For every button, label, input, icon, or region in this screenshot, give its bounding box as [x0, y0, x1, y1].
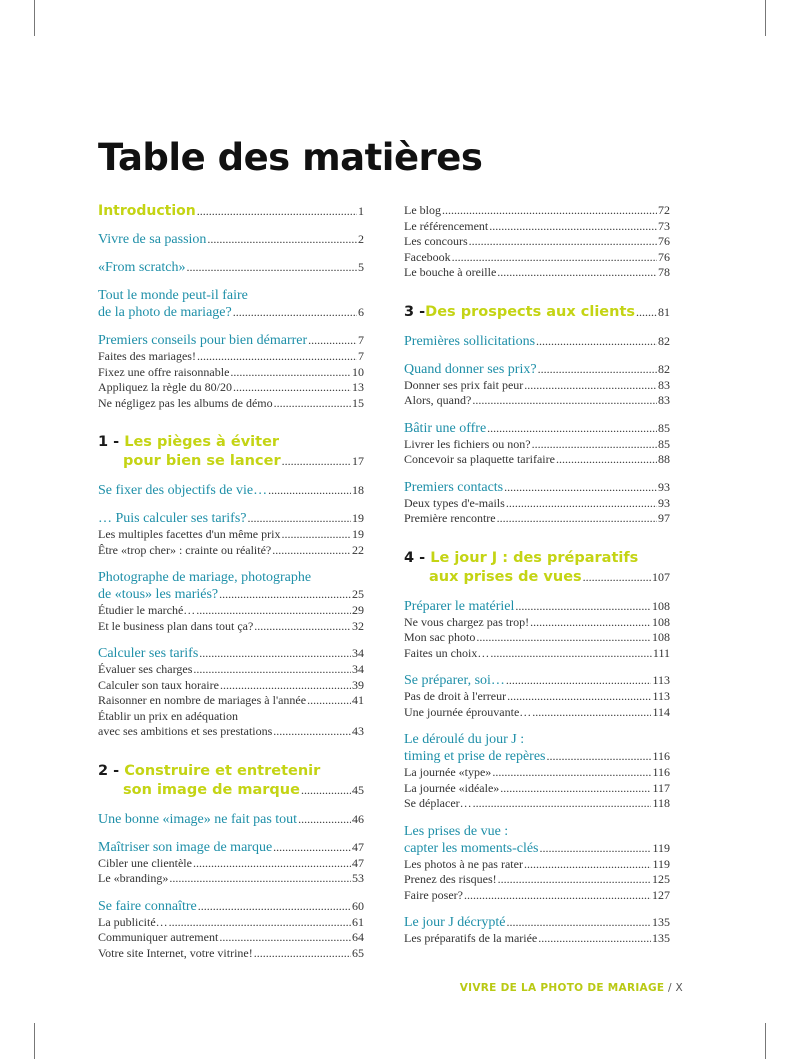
chapter-number: 3 -: [404, 303, 426, 320]
page-number: 116: [652, 749, 670, 763]
toc-section[interactable]: [98, 304, 364, 321]
page-number: 113: [652, 673, 670, 687]
entry-title: pour bien se lancer: [123, 453, 281, 469]
leader-dots: [487, 420, 657, 437]
toc-subentry[interactable]: [404, 219, 670, 235]
entry-title: … Puis calculer ses tarifs?: [98, 511, 247, 526]
page-number: 119: [652, 856, 670, 871]
entry-title: Le jour J décrypté: [404, 915, 506, 930]
entry-title: avec ses ambitions et ses prestations: [98, 724, 273, 738]
page-number: 5: [358, 260, 364, 274]
toc-section[interactable]: [404, 672, 670, 689]
page-number: 65: [352, 945, 364, 960]
toc-section-multiline: [404, 823, 670, 857]
leader-dots: [442, 203, 657, 219]
page-number: 81: [658, 304, 670, 319]
leader-dots: [506, 496, 657, 512]
leader-dots: [452, 250, 657, 266]
page-number: 43: [352, 724, 364, 738]
toc-subentry[interactable]: [98, 603, 364, 619]
page-number: 32: [352, 618, 364, 633]
leader-dots: [538, 931, 651, 947]
entry-title: aux prises de vues: [429, 568, 582, 585]
page-number: 82: [658, 361, 670, 376]
toc-section[interactable]: [404, 748, 670, 765]
entry-title: timing et prise de repères: [404, 749, 546, 764]
toc-section-multiline: [404, 731, 670, 765]
leader-dots: [532, 705, 651, 721]
leader-dots: [498, 872, 651, 888]
leader-dots: [473, 796, 652, 812]
page-number: 29: [352, 603, 364, 617]
entry-title: Être «trop cher» : crainte ou réalité?: [98, 542, 272, 557]
toc-section[interactable]: [98, 259, 364, 276]
leader-dots: [233, 380, 351, 396]
leader-dots: [515, 598, 651, 615]
leader-dots: [197, 349, 357, 365]
leader-dots: [196, 603, 351, 619]
leader-dots: [254, 619, 351, 635]
leader-dots: [169, 871, 351, 887]
leader-dots: [272, 543, 351, 559]
leader-dots: [507, 689, 651, 705]
entry-title: Premiers contacts: [404, 479, 504, 495]
toc-section[interactable]: [98, 586, 364, 603]
toc-subentry[interactable]: [404, 203, 670, 219]
page-number: 15: [352, 395, 364, 410]
toc-subentry[interactable]: [404, 615, 670, 631]
entry-title: Mon sac photo: [404, 630, 476, 644]
entry-title-line1: Le déroulé du jour J :: [404, 732, 525, 747]
page-number: 2: [358, 232, 364, 246]
footer-book-title: VIVRE DE LA PHOTO DE MARIAGE: [459, 982, 665, 994]
leader-dots: [308, 332, 357, 349]
toc-subentry[interactable]: [404, 931, 670, 947]
entry-title: La journée «idéale»: [404, 780, 500, 795]
toc-subentry[interactable]: [98, 930, 364, 946]
page-number: 116: [652, 765, 670, 779]
entry-title: Se préparer, soi…: [404, 673, 505, 688]
entry-title: Étudier le marché…: [98, 603, 196, 617]
toc-subentry[interactable]: [404, 452, 670, 468]
entry-title-line1: Les prises de vue :: [404, 823, 509, 839]
entry-title: de «tous» les mariés?: [98, 587, 219, 602]
leader-dots: [197, 203, 357, 220]
leader-dots: [536, 333, 657, 350]
toc-subentry[interactable]: [98, 871, 364, 887]
entry-title: Pas de droit à l'erreur: [404, 689, 507, 703]
entry-title: Donner ses prix fait peur: [404, 377, 524, 392]
running-footer: VIVRE DE LA PHOTO DE MARIAGE / X: [459, 982, 683, 994]
page-number: 13: [352, 380, 364, 394]
toc-subentry[interactable]: [404, 630, 670, 646]
entry-title: Ne vous chargez pas trop!: [404, 614, 530, 629]
entry-title: Quand donner ses prix?: [404, 361, 537, 377]
toc-subentry[interactable]: [404, 250, 670, 266]
toc-chapter: [404, 549, 670, 587]
entry-title: Et le business plan dans tout ça?: [98, 618, 254, 633]
entry-title: Prenez des risques!: [404, 872, 497, 886]
toc-subentry[interactable]: [404, 796, 670, 812]
page-number: 60: [352, 898, 364, 913]
leader-dots: [472, 393, 657, 409]
entry-title-line1: Tout le monde peut-il faire: [98, 288, 248, 303]
leader-dots: [199, 645, 351, 662]
page-number: 72: [658, 203, 670, 217]
toc-section[interactable]: [404, 333, 670, 350]
toc-section[interactable]: [404, 479, 670, 496]
toc-chapter: [98, 762, 364, 800]
toc-subentry[interactable]: [404, 378, 670, 394]
footer-page-number: X: [675, 982, 683, 994]
toc-subentry[interactable]: [404, 393, 670, 409]
chapter-title-part1: Le jour J : des préparatifs: [430, 549, 639, 566]
page-number: 135: [652, 931, 670, 945]
leader-dots: [490, 646, 652, 662]
toc-introduction[interactable]: [98, 203, 364, 220]
toc-subentry[interactable]: [98, 662, 364, 678]
entry-title: Calculer ses tarifs: [98, 646, 199, 661]
entry-title: Le référencement: [404, 218, 489, 233]
entry-title: Ne négligez pas les albums de démo: [98, 395, 273, 410]
entry-title: de la photo de mariage?: [98, 305, 232, 320]
page-number: 7: [358, 333, 364, 347]
page-number: 47: [352, 839, 364, 854]
page-number: 22: [352, 542, 364, 557]
toc-section[interactable]: [404, 598, 670, 615]
page-number: 53: [352, 871, 364, 885]
page-number: 113: [652, 689, 670, 703]
leader-dots: [556, 452, 657, 468]
leader-dots: [547, 748, 652, 765]
toc-chapter: [404, 303, 670, 322]
leader-dots: [530, 615, 651, 631]
entry-title: son image de marque: [123, 781, 300, 798]
leader-dots: [301, 781, 351, 800]
entry-title: Les multiples facettes d'un même prix: [98, 527, 281, 541]
entry-title: Votre site Internet, votre vitrine!: [98, 945, 253, 960]
entry-title: Les concours: [404, 234, 468, 248]
page-number: 97: [658, 511, 670, 525]
toc-subentry[interactable]: [404, 234, 670, 250]
toc-section[interactable]: [98, 510, 364, 527]
page-number: 73: [658, 218, 670, 233]
toc-section[interactable]: [404, 840, 670, 857]
chapter-title-line1: [98, 433, 364, 452]
page-number: 39: [352, 677, 364, 692]
entry-title: Le bouche à oreille: [404, 265, 497, 279]
toc-subentry[interactable]: [404, 781, 670, 797]
toc-section[interactable]: [98, 645, 364, 662]
entry-title: Se fixer des objectifs de vie…: [98, 483, 268, 498]
chapter-number: 2 -: [98, 762, 125, 779]
entry-title: Faire poser?: [404, 887, 463, 902]
chapter-entry[interactable]: [98, 452, 364, 471]
toc-subentry[interactable]: [404, 857, 670, 873]
entry-title-line1: Établir un prix en adéquation: [98, 708, 238, 723]
page-number: 78: [658, 265, 670, 279]
leader-dots: [274, 396, 351, 412]
chapter-title-part1: Construire et entretenir: [124, 762, 321, 779]
entry-title: Faites des mariages!: [98, 349, 196, 363]
page-number: 7: [358, 349, 364, 363]
entry-title: Raisonner en nombre de mariages à l'année: [98, 693, 307, 707]
entry-title: Se déplacer…: [404, 796, 472, 810]
chapter-number: 1 -: [98, 434, 125, 450]
page-number: 135: [652, 915, 670, 929]
entry-title: Se faire connaître: [98, 898, 197, 914]
page-number: 127: [652, 887, 670, 902]
page-number: 19: [352, 527, 364, 541]
leader-dots: [492, 765, 651, 781]
leader-dots: [532, 437, 657, 453]
toc-subentry[interactable]: [98, 856, 364, 872]
entry-title: Maîtriser son image de marque: [98, 839, 273, 855]
toc-subentry[interactable]: [404, 511, 670, 527]
page-number: 10: [352, 364, 364, 379]
entry-title: Une bonne «image» ne fait pas tout: [98, 811, 298, 827]
toc-subentry[interactable]: [98, 527, 364, 543]
page-number: 1: [358, 204, 364, 218]
leader-dots: [193, 662, 351, 678]
entry-title: Communiquer autrement: [98, 930, 219, 944]
page-number: 117: [652, 780, 670, 795]
toc-subentry[interactable]: [98, 365, 364, 381]
chapter-title-part1: Les pièges à éviter: [124, 434, 280, 450]
entry-title: Deux types d'e-mails: [404, 495, 505, 510]
toc-subentry[interactable]: [404, 689, 670, 705]
leader-dots: [254, 946, 351, 962]
chapter-entry[interactable]: [404, 303, 670, 322]
leader-dots: [273, 724, 351, 740]
leader-dots: [469, 234, 657, 250]
leader-dots: [268, 482, 351, 499]
page-number: 93: [658, 479, 670, 494]
entry-title: Préparer le matériel: [404, 598, 515, 614]
leader-dots: [489, 219, 657, 235]
toc-section[interactable]: [98, 482, 364, 499]
toc-subentry[interactable]: [404, 437, 670, 453]
page-number: 83: [658, 393, 670, 407]
entry-title: Première rencontre: [404, 511, 496, 525]
toc-subentry[interactable]: [404, 888, 670, 904]
toc-subentry[interactable]: [98, 915, 364, 931]
leader-dots: [538, 361, 657, 378]
toc-section[interactable]: [404, 361, 670, 378]
entry-title: Calculer son taux horaire: [98, 677, 219, 692]
toc-section[interactable]: [98, 332, 364, 349]
page-number: 47: [352, 855, 364, 870]
toc-right-column: [404, 203, 670, 947]
page-number: 85: [658, 436, 670, 451]
page-number: 61: [352, 914, 364, 929]
entry-title: Vivre de sa passion: [98, 232, 207, 247]
leader-dots: [282, 452, 351, 471]
chapter-title-line1: [98, 762, 364, 781]
entry-title-line1: Photographe de mariage, photographe: [98, 570, 312, 585]
toc-subentry[interactable]: [98, 946, 364, 962]
page-number: 108: [652, 614, 670, 629]
toc-subentry[interactable]: [404, 646, 670, 662]
entry-title: capter les moments-clés: [404, 840, 539, 856]
entry-title: Une journée éprouvante…: [404, 704, 532, 719]
leader-dots: [207, 231, 357, 248]
toc-subentry[interactable]: [98, 693, 364, 709]
entry-title: Facebook: [404, 249, 451, 264]
toc-subentry[interactable]: [98, 349, 364, 365]
entry-title: Introduction: [98, 203, 196, 219]
entry-title: La publicité…: [98, 914, 168, 929]
toc-section[interactable]: [98, 811, 364, 828]
toc-section[interactable]: [404, 420, 670, 437]
page-number: 111: [652, 645, 670, 660]
toc-subentry[interactable]: [98, 396, 364, 412]
toc-left-column: [98, 203, 364, 961]
toc-subentry[interactable]: [98, 543, 364, 559]
toc-subentry[interactable]: [98, 678, 364, 694]
page-number: 34: [352, 662, 364, 676]
chapter-entry[interactable]: [404, 568, 670, 587]
leader-dots: [219, 586, 351, 603]
toc-section-multiline: [98, 287, 364, 321]
page-number: 108: [652, 630, 670, 644]
leader-dots: [540, 840, 652, 857]
entry-title: Évaluer ses charges: [98, 662, 193, 676]
page-number: 83: [658, 377, 670, 392]
entry-title: Livrer les fichiers ou non?: [404, 436, 531, 451]
entry-title: Appliquez la règle du 80/20: [98, 380, 232, 394]
entry-title: Les photos à ne pas rater: [404, 856, 523, 871]
entry-title: Cibler une clientèle: [98, 855, 192, 870]
page-title: Table des matières: [98, 136, 483, 179]
page-number: 76: [658, 234, 670, 248]
page-number: 93: [658, 495, 670, 510]
leader-dots: [583, 568, 651, 587]
leader-dots: [193, 856, 351, 872]
leader-dots: [298, 811, 351, 828]
toc-subentry[interactable]: [98, 724, 364, 740]
toc-section[interactable]: [98, 231, 364, 248]
entry-title: Alors, quand?: [404, 393, 472, 407]
leader-dots: [506, 672, 652, 689]
leader-dots: [307, 693, 351, 709]
leader-dots: [524, 378, 657, 394]
toc-subentry[interactable]: [404, 265, 670, 281]
entry-title: Premières sollicitations: [404, 333, 536, 349]
leader-dots: [220, 678, 351, 694]
toc-chapter: [98, 433, 364, 471]
page-number: 41: [352, 693, 364, 707]
entry-title: Premiers conseils pour bien démarrer: [98, 333, 308, 348]
leader-dots: [464, 888, 651, 904]
chapter-number: 4 -: [404, 549, 431, 566]
page-number: 82: [658, 333, 670, 348]
entry-title: Faites un choix…: [404, 645, 490, 660]
leader-dots: [504, 479, 657, 496]
page-number: 25: [352, 587, 364, 601]
toc-section[interactable]: [404, 914, 670, 931]
leader-dots: [506, 914, 651, 931]
page-number: 85: [658, 420, 670, 435]
page-number: 88: [658, 452, 670, 466]
leader-dots: [497, 265, 657, 281]
chapter-entry[interactable]: [98, 781, 364, 800]
page-number: 6: [358, 305, 364, 319]
leader-dots: [497, 511, 657, 527]
entry-title: Des prospects aux clients: [425, 303, 636, 320]
entry-title: Les préparatifs de la mariée: [404, 931, 538, 945]
page-number: 107: [652, 569, 670, 584]
entry-title: Concevoir sa plaquette tarifaire: [404, 452, 555, 466]
leader-dots: [233, 304, 357, 321]
page-number: 119: [652, 840, 670, 855]
entry-title: La journée «type»: [404, 765, 492, 779]
toc-section[interactable]: [98, 839, 364, 856]
toc-subentry[interactable]: [404, 765, 670, 781]
leader-dots: [636, 303, 657, 322]
entry-title: Bâtir une offre: [404, 420, 487, 436]
toc-subentry[interactable]: [404, 496, 670, 512]
toc-section-multiline: [98, 569, 364, 603]
leader-dots: [198, 898, 351, 915]
page-number: 125: [652, 872, 670, 886]
toc-subentry[interactable]: [404, 872, 670, 888]
leader-dots: [169, 915, 351, 931]
toc-subentry[interactable]: [98, 619, 364, 635]
page-number: 45: [352, 782, 364, 797]
toc-subentry-multiline: [98, 709, 364, 740]
leader-dots: [248, 510, 351, 527]
page-number: 76: [658, 249, 670, 264]
page-number: 108: [652, 598, 670, 613]
leader-dots: [273, 839, 351, 856]
chapter-title-line1: [404, 549, 670, 568]
toc-subentry[interactable]: [404, 705, 670, 721]
leader-dots: [186, 259, 357, 276]
page-number: 46: [352, 811, 364, 826]
page-number: 118: [652, 796, 670, 810]
page-number: 18: [352, 483, 364, 497]
page-number: 19: [352, 511, 364, 525]
entry-title: Fixez une offre raisonnable: [98, 364, 230, 379]
page-number: 114: [652, 704, 670, 719]
page-number: 64: [352, 930, 364, 944]
leader-dots: [281, 527, 351, 543]
toc-section[interactable]: [98, 898, 364, 915]
entry-title: Le blog: [404, 203, 441, 217]
page-number: 34: [352, 646, 364, 660]
leader-dots: [230, 365, 351, 381]
entry-title: Le «branding»: [98, 871, 169, 885]
toc-subentry[interactable]: [98, 380, 364, 396]
leader-dots: [500, 781, 651, 797]
page-number: 17: [352, 454, 364, 468]
leader-dots: [524, 857, 651, 873]
leader-dots: [219, 930, 351, 946]
leader-dots: [476, 630, 651, 646]
entry-title: «From scratch»: [98, 260, 186, 275]
